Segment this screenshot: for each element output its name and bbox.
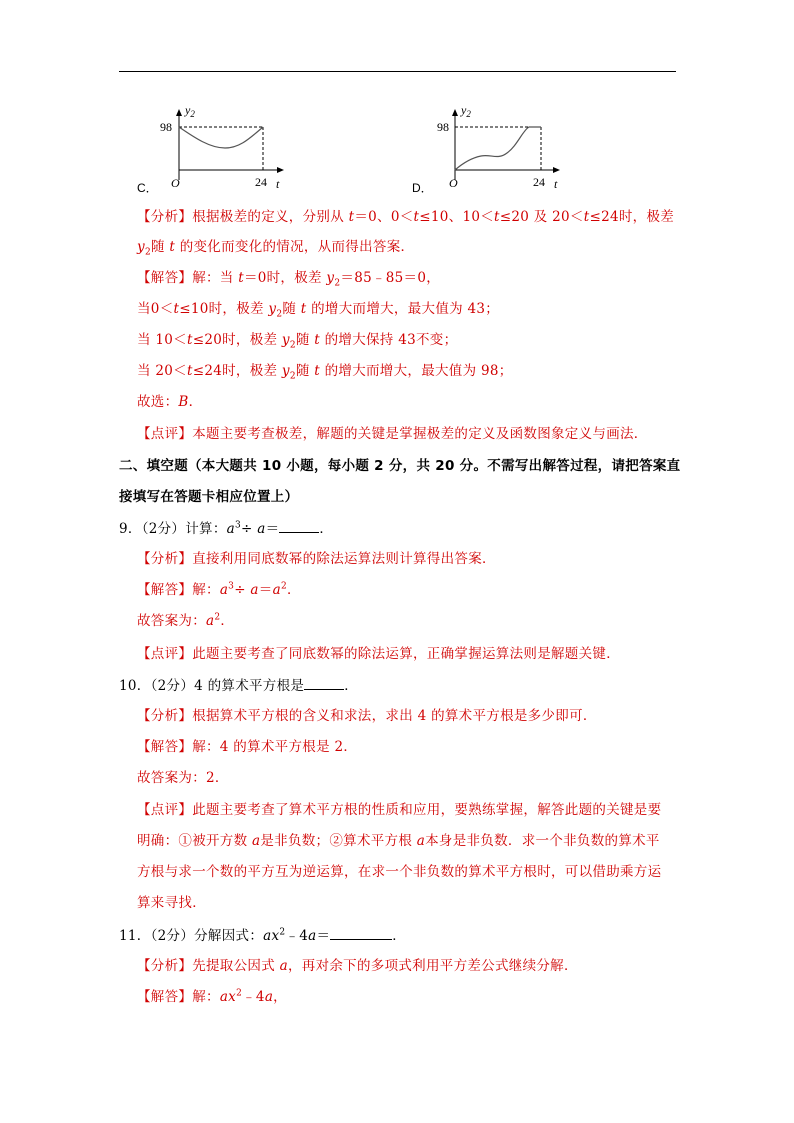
q10-analysis: 【分析】根据算术平方根的含义和求法，求出 4 的算术平方根是多少即可．	[137, 708, 597, 724]
option-d-label: D．	[412, 181, 433, 195]
graph-d-x-value: 24	[533, 175, 545, 189]
graph-c	[155, 98, 295, 193]
q9-stem: 9．（2分）计算：$a^3\div a=$ ．	[119, 518, 333, 539]
graph-c-y-label: $y_2$	[185, 103, 195, 119]
q9-analysis: 【分析】直接利用同底数幂的除法运算法则计算得出答案．	[137, 551, 496, 567]
q9-comment: 【点评】此题主要考查了同底数幂的除法运算，正确掌握运算法则是解题关键．	[137, 646, 621, 662]
q8-comment: 【点评】本题主要考查极差，解题的关键是掌握极差的定义及函数图象定义与画法．	[137, 426, 648, 442]
q8-analysis-line1: 【分析】根据极差的定义，分别从 t＝0、0＜t≤10、10＜t≤20 及 20＜t≤24时，极差	[137, 209, 675, 225]
q10-comment-line1: 【点评】此题主要考查了算术平方根的性质和应用，要熟练掌握，解答此题的关键是要	[137, 802, 662, 818]
q9-answer-blank	[279, 518, 319, 533]
graph-d-curve	[455, 127, 541, 170]
section2-heading-line1: 二、填空题（本大题共 10 小题，每小题 2 分，共 20 分。不需写出解答过程，请把答案直	[119, 458, 681, 474]
graph-d-y-arrow	[452, 109, 458, 116]
graph-d	[433, 98, 573, 193]
q8-answer-line3: 当 10＜t≤20时，极差 $y_2$随 t 的增大保持 43不变；	[137, 332, 458, 351]
q8-answer-line2: 当0＜t≤10时，极差 $y_2$随 t 的增大而增大，最大值为 43；	[137, 301, 500, 320]
q10-comment-line4: 算来寻找．	[137, 895, 206, 911]
graph-d-x-label: t	[554, 177, 558, 191]
q10-comment-line3: 方根与求一个数的平方互为逆运算，在求一个非负数的算术平方根时，可以借助乘方运	[137, 864, 662, 880]
q8-analysis-line2: $y_2$随 t 的变化而变化的情况，从而得出答案．	[137, 239, 415, 258]
q10-final: 故答案为：2．	[137, 770, 229, 786]
option-c-label: C．	[137, 181, 158, 195]
q8-answer-line4: 当 20＜t≤24时，极差 $y_2$随 t 的增大而增大，最大值为 98；	[137, 363, 513, 382]
q11-stem: 11．（2分）分解因式：$ax^2﹣4a=$ ．	[119, 925, 406, 946]
graph-c-curve	[179, 127, 263, 148]
header-rule	[119, 71, 676, 72]
graph-c-x-label: t	[276, 177, 280, 191]
q9-answer: 【解答】解：$a^3\div a=a^2$．	[137, 581, 301, 598]
q9-final: 故答案为：$a^2$．	[137, 612, 235, 629]
graph-c-x-value: 24	[255, 175, 267, 189]
q8-choice: 故选：B．	[137, 394, 203, 410]
graph-c-y-arrow	[176, 109, 182, 116]
graph-d-origin: O	[449, 176, 458, 190]
q10-answer: 【解答】解：4 的算术平方根是 2．	[137, 739, 358, 755]
graph-d-x-arrow	[553, 167, 560, 173]
q11-answer-blank	[330, 925, 392, 940]
graph-d-y-label: $y_2$	[461, 103, 471, 119]
q10-stem: 10．（2分）4 的算术平方根是 ．	[119, 675, 358, 696]
q8-answer-line1: 【解答】解：当 t＝0时，极差 $y_2=85﹣85=0$，	[137, 270, 441, 289]
q11-answer: 【解答】解：$ax^2﹣4a$，	[137, 988, 287, 1005]
q10-comment-line2: 明确：①被开方数 a是非负数；②算术平方根 a本身是非负数．求一个非负数的算术平	[137, 833, 660, 849]
q11-analysis: 【分析】先提取公因式 a，再对余下的多项式利用平方差公式继续分解．	[137, 958, 578, 974]
graph-c-y-value: 98	[160, 120, 172, 134]
graph-d-y-value: 98	[437, 120, 449, 134]
graph-c-origin: O	[171, 176, 180, 190]
q10-answer-blank	[304, 675, 344, 690]
graph-c-x-arrow	[277, 167, 284, 173]
section2-heading-line2: 接填写在答题卡相应位置上）	[119, 489, 299, 505]
